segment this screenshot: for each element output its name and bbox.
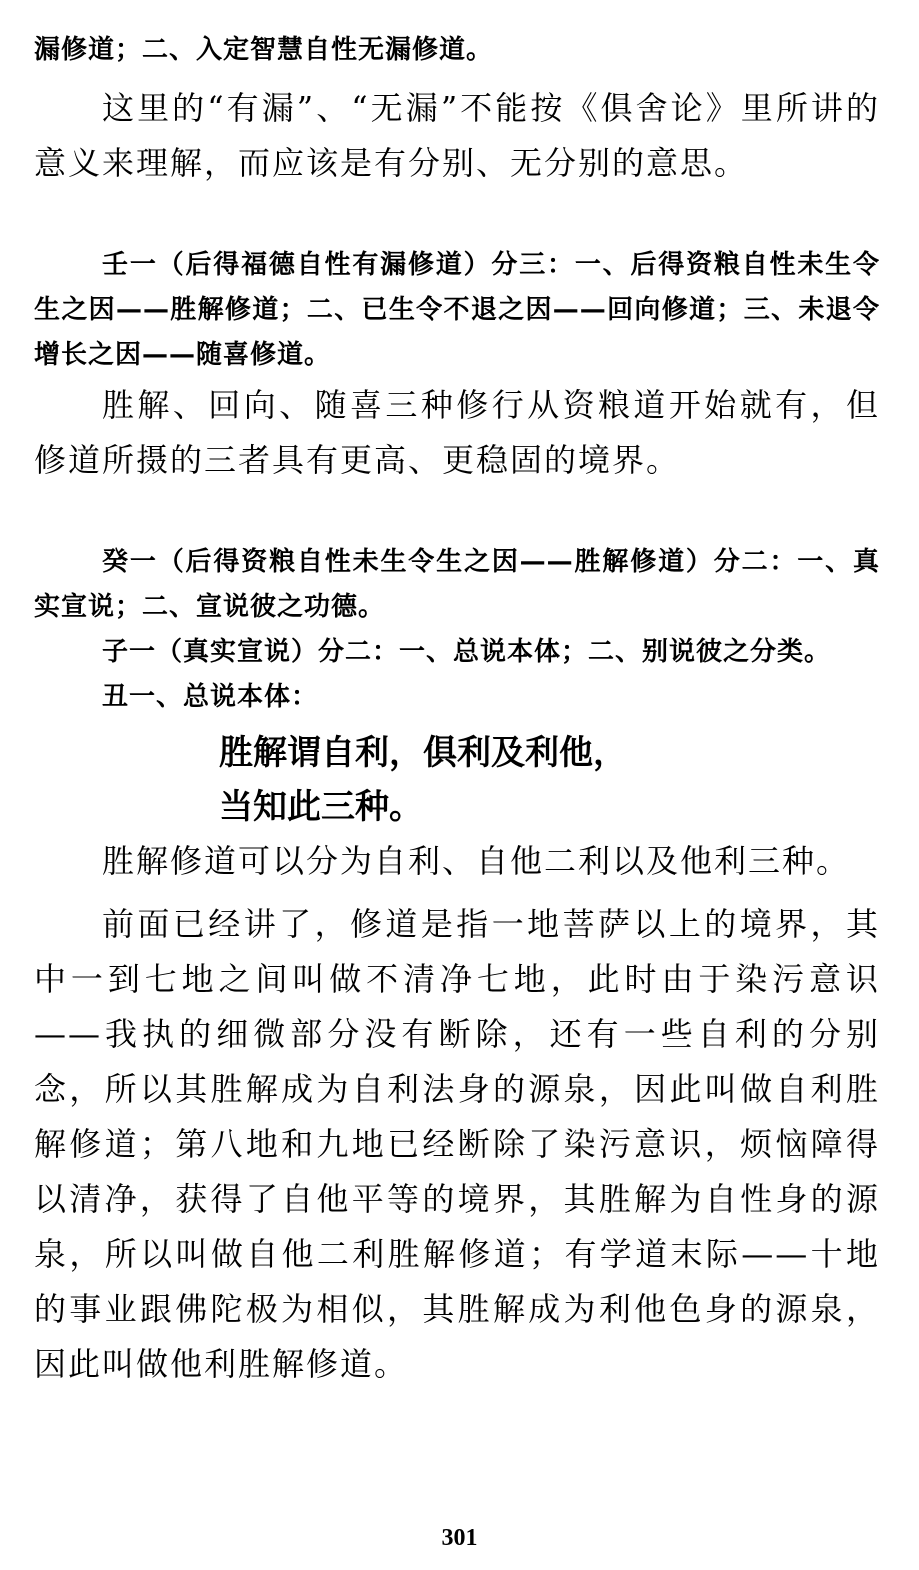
outline-heading-gui: 癸一（后得资粮自性未生令生之因——胜解修道）分二：一、真实宣说；二、宣说彼之功德。 <box>34 547 880 622</box>
paragraph-intro: 这里的“有漏”、“无漏”不能按《俱舍论》里所讲的意义来理解，而应该是有分别、无分别的意思。 <box>34 89 880 182</box>
paragraph-divide: 胜解修道可以分为自利、自他二利以及他利三种。 <box>102 842 851 880</box>
verse-line-2: 当知此三种。 <box>219 787 423 827</box>
paragraph-detail: 前面已经讲了，修道是指一地菩萨以上的境界，其中一到七地之间叫做不清净七地，此时由于染污意识——我执的细微部分没有断除，还有一些自利的分别念，所以其胜解成为自利法身的源泉，因此叫做自利胜解修道；第八地和九地已经断除了染污意识，烦恼障得以清净，获得了自他平等的境界，其胜解为自性身的源泉，所以叫做自他二利胜解修道；有学道末际——十地的事业跟佛陀极为相似，其胜解成为利他色身的源泉，因此叫做他利胜解修道。 <box>34 905 880 1383</box>
verse-line-1: 胜解谓自利，俱利及利他， <box>219 733 627 773</box>
outline-heading-zi: 子一（真实宣说）分二：一、总说本体；二、别说彼之分类。 <box>102 637 832 667</box>
outline-heading-continued: 漏修道；二、入定智慧自性无漏修道。 <box>34 35 494 65</box>
page-number: 301 <box>441 1525 478 1551</box>
outline-heading-ren: 壬一（后得福德自性有漏修道）分三：一、后得资粮自性未生令生之因——胜解修道；二、已生令不退之因——回向修道；三、未退令增长之因——随喜修道。 <box>34 250 880 370</box>
page-content <box>34 28 880 1392</box>
root-verse <box>219 726 880 834</box>
outline-heading-chou: 丑一、总说本体： <box>102 682 319 712</box>
paragraph-three-practices: 胜解、回向、随喜三种修行从资粮道开始就有，但修道所摄的三者具有更高、更稳固的境界。 <box>34 386 880 479</box>
